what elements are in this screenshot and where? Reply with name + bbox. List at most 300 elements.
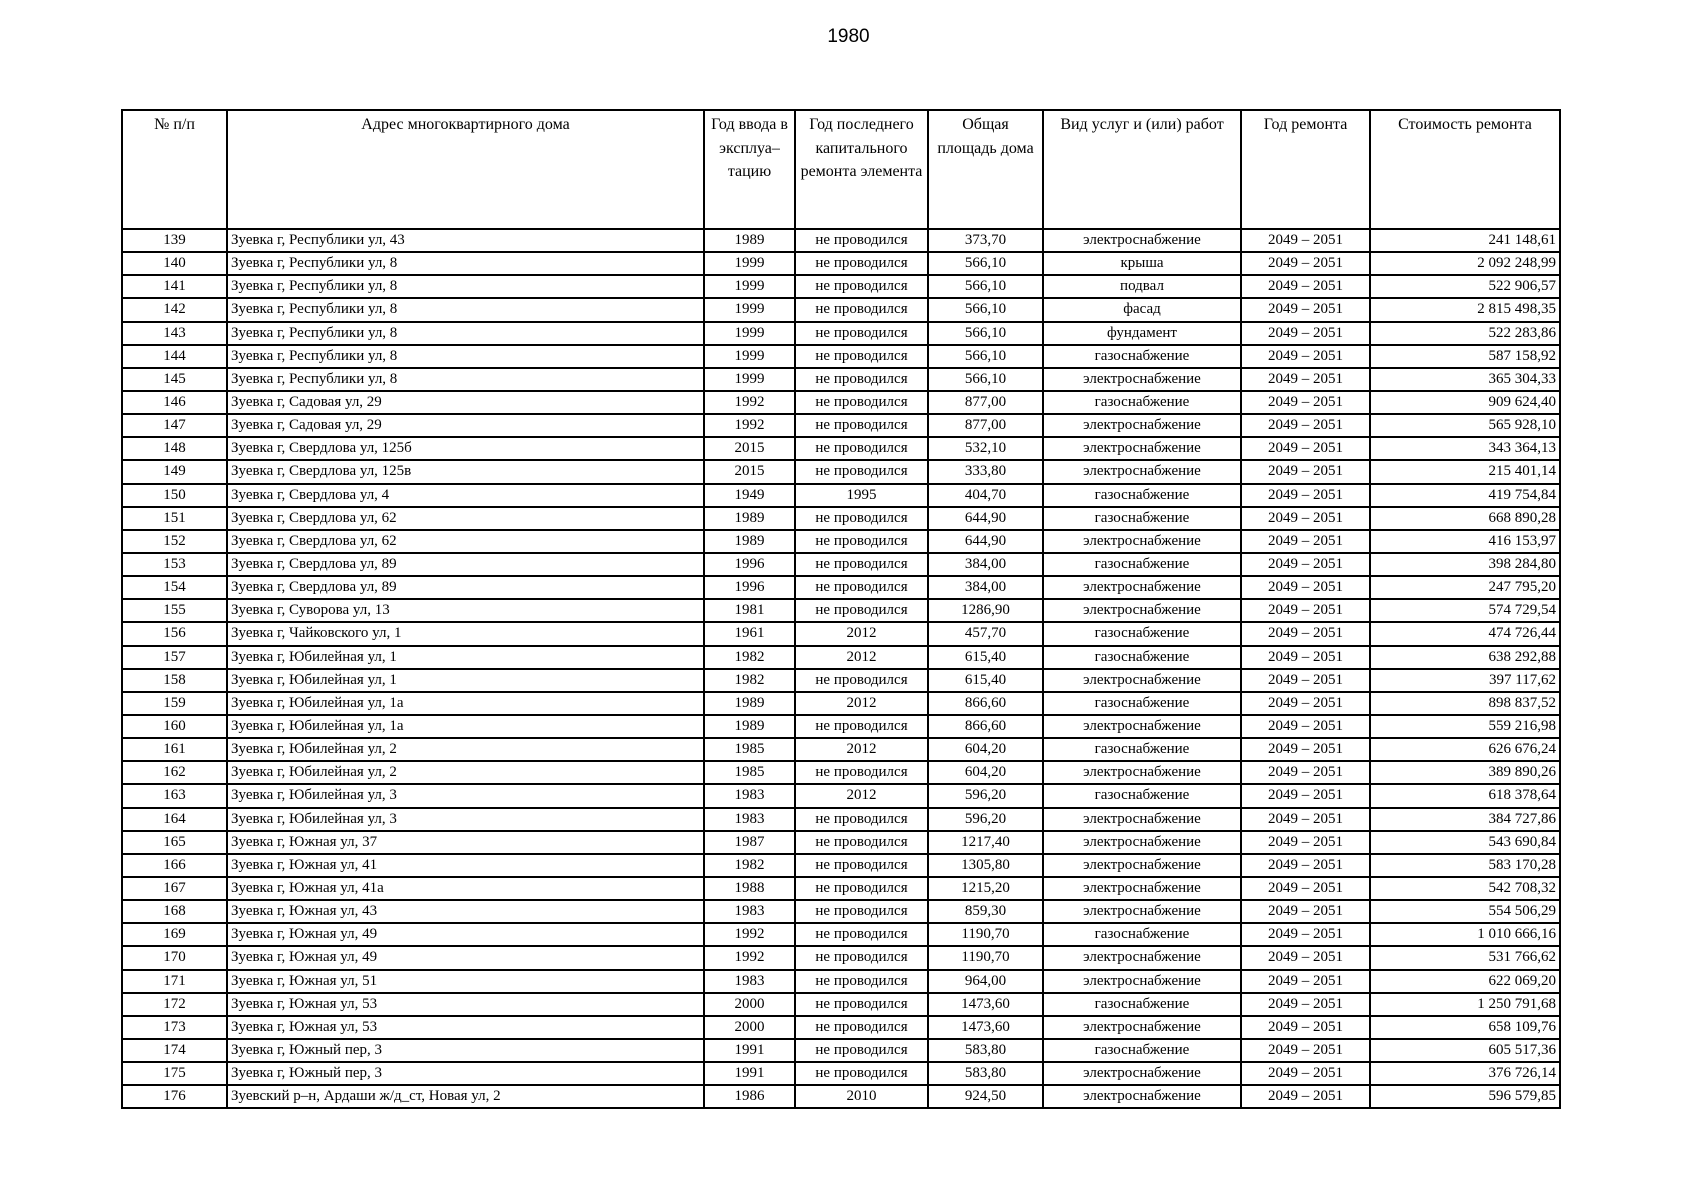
row-area-cell: 566,10 [928,345,1043,368]
row-address-cell: Зуевка г, Юбилейная ул, 3 [227,808,704,831]
row-year-built-cell: 1989 [704,229,795,252]
row-address-cell: Зуевка г, Юбилейная ул, 3 [227,784,704,807]
row-num-cell: 152 [122,530,227,553]
row-year-built-cell: 1961 [704,622,795,645]
row-last-repair-cell: не проводился [795,437,928,460]
row-last-repair-cell: не проводился [795,715,928,738]
row-num-cell: 164 [122,808,227,831]
row-service-cell: электроснабжение [1043,946,1241,969]
row-repair-year-cell: 2049 – 2051 [1241,946,1370,969]
row-area-cell: 566,10 [928,368,1043,391]
row-year-built-cell: 1991 [704,1062,795,1085]
table-row [122,923,1560,946]
row-cost-cell: 626 676,24 [1370,738,1560,761]
row-last-repair-cell: не проводился [795,1062,928,1085]
row-repair-year-cell: 2049 – 2051 [1241,368,1370,391]
row-repair-year-cell: 2049 – 2051 [1241,391,1370,414]
row-area-cell: 1190,70 [928,946,1043,969]
table-row [122,692,1560,715]
row-year-built-cell: 2015 [704,460,795,483]
row-service-cell: электроснабжение [1043,1062,1241,1085]
row-last-repair-cell: не проводился [795,923,928,946]
table-row [122,391,1560,414]
row-last-repair-cell: 2010 [795,1085,928,1108]
row-cost-cell: 554 506,29 [1370,900,1560,923]
row-year-built-cell: 1982 [704,854,795,877]
row-num-cell: 173 [122,1016,227,1039]
row-area-cell: 1190,70 [928,923,1043,946]
row-service-cell: газоснабжение [1043,345,1241,368]
row-service-cell: электроснабжение [1043,437,1241,460]
row-last-repair-cell: не проводился [795,599,928,622]
row-address-cell: Зуевка г, Юбилейная ул, 1а [227,715,704,738]
row-area-cell: 384,00 [928,553,1043,576]
row-repair-year-cell: 2049 – 2051 [1241,576,1370,599]
row-cost-cell: 531 766,62 [1370,946,1560,969]
row-address-cell: Зуевка г, Свердлова ул, 89 [227,576,704,599]
row-cost-cell: 559 216,98 [1370,715,1560,738]
table-row [122,646,1560,669]
row-cost-cell: 474 726,44 [1370,622,1560,645]
row-num-cell: 162 [122,761,227,784]
row-last-repair-cell: не проводился [795,368,928,391]
row-last-repair-cell: 2012 [795,784,928,807]
row-repair-year-cell: 2049 – 2051 [1241,646,1370,669]
table-row [122,530,1560,553]
row-address-cell: Зуевка г, Юбилейная ул, 2 [227,761,704,784]
table-row [122,946,1560,969]
row-area-cell: 583,80 [928,1039,1043,1062]
row-year-built-cell: 1982 [704,669,795,692]
row-cost-cell: 241 148,61 [1370,229,1560,252]
row-address-cell: Зуевка г, Южная ул, 51 [227,970,704,993]
row-service-cell: газоснабжение [1043,738,1241,761]
header-num: № п/п [122,110,227,229]
row-num-cell: 151 [122,507,227,530]
row-cost-cell: 605 517,36 [1370,1039,1560,1062]
row-num-cell: 158 [122,669,227,692]
row-num-cell: 165 [122,831,227,854]
row-repair-year-cell: 2049 – 2051 [1241,507,1370,530]
row-service-cell: газоснабжение [1043,692,1241,715]
table-row [122,900,1560,923]
row-year-built-cell: 1996 [704,553,795,576]
row-address-cell: Зуевка г, Юбилейная ул, 2 [227,738,704,761]
table-row [122,507,1560,530]
repair-registry-table [121,109,1561,1109]
row-cost-cell: 215 401,14 [1370,460,1560,483]
table-row [122,1016,1560,1039]
table-body [122,229,1560,1108]
row-cost-cell: 898 837,52 [1370,692,1560,715]
row-address-cell: Зуевка г, Суворова ул, 13 [227,599,704,622]
row-address-cell: Зуевка г, Юбилейная ул, 1 [227,646,704,669]
row-cost-cell: 389 890,26 [1370,761,1560,784]
row-area-cell: 1217,40 [928,831,1043,854]
row-service-cell: газоснабжение [1043,391,1241,414]
row-year-built-cell: 1985 [704,738,795,761]
row-address-cell: Зуевка г, Чайковского ул, 1 [227,622,704,645]
row-service-cell: электроснабжение [1043,854,1241,877]
row-repair-year-cell: 2049 – 2051 [1241,715,1370,738]
row-last-repair-cell: не проводился [795,414,928,437]
table-row [122,715,1560,738]
row-year-built-cell: 1989 [704,715,795,738]
row-address-cell: Зуевка г, Южная ул, 41а [227,877,704,900]
row-year-built-cell: 1992 [704,946,795,969]
row-num-cell: 145 [122,368,227,391]
row-num-cell: 144 [122,345,227,368]
row-year-built-cell: 1999 [704,322,795,345]
row-cost-cell: 398 284,80 [1370,553,1560,576]
row-address-cell: Зуевка г, Республики ул, 43 [227,229,704,252]
table-row [122,437,1560,460]
row-cost-cell: 583 170,28 [1370,854,1560,877]
table-row [122,252,1560,275]
row-year-built-cell: 1985 [704,761,795,784]
row-year-built-cell: 1989 [704,692,795,715]
row-repair-year-cell: 2049 – 2051 [1241,622,1370,645]
row-year-built-cell: 1989 [704,507,795,530]
row-num-cell: 142 [122,298,227,321]
table-row [122,484,1560,507]
table-row [122,831,1560,854]
row-service-cell: электроснабжение [1043,808,1241,831]
row-year-built-cell: 1999 [704,368,795,391]
row-year-built-cell: 1982 [704,646,795,669]
row-year-built-cell: 2015 [704,437,795,460]
row-area-cell: 1473,60 [928,993,1043,1016]
row-last-repair-cell: не проводился [795,391,928,414]
row-repair-year-cell: 2049 – 2051 [1241,229,1370,252]
row-address-cell: Зуевка г, Южная ул, 41 [227,854,704,877]
row-last-repair-cell: не проводился [795,854,928,877]
row-service-cell: газоснабжение [1043,993,1241,1016]
row-address-cell: Зуевка г, Южная ул, 43 [227,900,704,923]
row-cost-cell: 587 158,92 [1370,345,1560,368]
row-service-cell: электроснабжение [1043,414,1241,437]
row-repair-year-cell: 2049 – 2051 [1241,877,1370,900]
row-address-cell: Зуевка г, Южная ул, 53 [227,993,704,1016]
row-repair-year-cell: 2049 – 2051 [1241,530,1370,553]
row-address-cell: Зуевка г, Свердлова ул, 4 [227,484,704,507]
row-year-built-cell: 1999 [704,345,795,368]
row-cost-cell: 376 726,14 [1370,1062,1560,1085]
row-num-cell: 159 [122,692,227,715]
row-num-cell: 167 [122,877,227,900]
row-last-repair-cell: не проводился [795,761,928,784]
row-repair-year-cell: 2049 – 2051 [1241,738,1370,761]
row-year-built-cell: 1992 [704,391,795,414]
row-cost-cell: 1 250 791,68 [1370,993,1560,1016]
row-cost-cell: 384 727,86 [1370,808,1560,831]
row-cost-cell: 618 378,64 [1370,784,1560,807]
row-num-cell: 171 [122,970,227,993]
row-cost-cell: 909 624,40 [1370,391,1560,414]
row-area-cell: 964,00 [928,970,1043,993]
row-address-cell: Зуевка г, Южный пер, 3 [227,1062,704,1085]
row-area-cell: 615,40 [928,669,1043,692]
row-service-cell: газоснабжение [1043,923,1241,946]
table-row [122,808,1560,831]
row-cost-cell: 542 708,32 [1370,877,1560,900]
row-num-cell: 176 [122,1085,227,1108]
row-year-built-cell: 1983 [704,970,795,993]
row-year-built-cell: 1987 [704,831,795,854]
row-cost-cell: 622 069,20 [1370,970,1560,993]
row-year-built-cell: 1999 [704,298,795,321]
table-row [122,368,1560,391]
row-last-repair-cell: не проводился [795,576,928,599]
row-num-cell: 175 [122,1062,227,1085]
row-last-repair-cell: не проводился [795,900,928,923]
table-row [122,784,1560,807]
table-row [122,622,1560,645]
row-area-cell: 566,10 [928,252,1043,275]
row-repair-year-cell: 2049 – 2051 [1241,923,1370,946]
row-num-cell: 174 [122,1039,227,1062]
row-area-cell: 924,50 [928,1085,1043,1108]
row-cost-cell: 397 117,62 [1370,669,1560,692]
row-num-cell: 169 [122,923,227,946]
row-year-built-cell: 2000 [704,993,795,1016]
row-repair-year-cell: 2049 – 2051 [1241,970,1370,993]
row-area-cell: 644,90 [928,507,1043,530]
row-repair-year-cell: 2049 – 2051 [1241,414,1370,437]
row-repair-year-cell: 2049 – 2051 [1241,692,1370,715]
table-row [122,460,1560,483]
row-last-repair-cell: не проводился [795,229,928,252]
header-year-built: Год ввода в эксплуа–тацию [704,110,795,229]
row-service-cell: электроснабжение [1043,831,1241,854]
row-address-cell: Зуевка г, Южная ул, 37 [227,831,704,854]
row-service-cell: электроснабжение [1043,715,1241,738]
row-area-cell: 457,70 [928,622,1043,645]
row-cost-cell: 2 092 248,99 [1370,252,1560,275]
row-year-built-cell: 1983 [704,808,795,831]
table-row [122,599,1560,622]
row-service-cell: электроснабжение [1043,576,1241,599]
row-address-cell: Зуевка г, Садовая ул, 29 [227,391,704,414]
row-num-cell: 166 [122,854,227,877]
row-year-built-cell: 1992 [704,414,795,437]
row-last-repair-cell: не проводился [795,298,928,321]
row-cost-cell: 522 283,86 [1370,322,1560,345]
row-repair-year-cell: 2049 – 2051 [1241,900,1370,923]
row-address-cell: Зуевка г, Республики ул, 8 [227,275,704,298]
row-repair-year-cell: 2049 – 2051 [1241,854,1370,877]
row-num-cell: 139 [122,229,227,252]
row-address-cell: Зуевка г, Республики ул, 8 [227,368,704,391]
row-service-cell: газоснабжение [1043,507,1241,530]
row-last-repair-cell: не проводился [795,831,928,854]
row-last-repair-cell: 1995 [795,484,928,507]
row-last-repair-cell: не проводился [795,808,928,831]
table-row [122,576,1560,599]
row-num-cell: 157 [122,646,227,669]
row-address-cell: Зуевка г, Республики ул, 8 [227,298,704,321]
row-repair-year-cell: 2049 – 2051 [1241,298,1370,321]
row-last-repair-cell: не проводился [795,669,928,692]
table-row [122,275,1560,298]
row-repair-year-cell: 2049 – 2051 [1241,831,1370,854]
table-header-row [122,110,1560,229]
row-repair-year-cell: 2049 – 2051 [1241,993,1370,1016]
row-area-cell: 333,80 [928,460,1043,483]
row-address-cell: Зуевка г, Свердлова ул, 62 [227,507,704,530]
row-last-repair-cell: не проводился [795,553,928,576]
row-area-cell: 1286,90 [928,599,1043,622]
row-address-cell: Зуевка г, Свердлова ул, 125в [227,460,704,483]
row-repair-year-cell: 2049 – 2051 [1241,784,1370,807]
row-repair-year-cell: 2049 – 2051 [1241,275,1370,298]
table-row [122,993,1560,1016]
row-last-repair-cell: не проводился [795,1039,928,1062]
row-service-cell: газоснабжение [1043,784,1241,807]
row-repair-year-cell: 2049 – 2051 [1241,1039,1370,1062]
row-repair-year-cell: 2049 – 2051 [1241,252,1370,275]
row-num-cell: 149 [122,460,227,483]
row-area-cell: 877,00 [928,391,1043,414]
row-num-cell: 141 [122,275,227,298]
row-last-repair-cell: не проводился [795,946,928,969]
row-address-cell: Зуевка г, Республики ул, 8 [227,252,704,275]
row-num-cell: 150 [122,484,227,507]
table-row [122,1039,1560,1062]
row-service-cell: подвал [1043,275,1241,298]
row-area-cell: 566,10 [928,275,1043,298]
row-service-cell: электроснабжение [1043,530,1241,553]
row-repair-year-cell: 2049 – 2051 [1241,808,1370,831]
row-year-built-cell: 2000 [704,1016,795,1039]
row-year-built-cell: 1949 [704,484,795,507]
row-num-cell: 160 [122,715,227,738]
row-service-cell: электроснабжение [1043,368,1241,391]
table-row [122,761,1560,784]
row-area-cell: 604,20 [928,738,1043,761]
row-cost-cell: 596 579,85 [1370,1085,1560,1108]
row-last-repair-cell: не проводился [795,877,928,900]
row-year-built-cell: 1986 [704,1085,795,1108]
row-area-cell: 1305,80 [928,854,1043,877]
row-area-cell: 384,00 [928,576,1043,599]
row-address-cell: Зуевка г, Южная ул, 53 [227,1016,704,1039]
row-last-repair-cell: не проводился [795,970,928,993]
row-last-repair-cell: не проводился [795,530,928,553]
row-year-built-cell: 1996 [704,576,795,599]
row-area-cell: 404,70 [928,484,1043,507]
row-service-cell: газоснабжение [1043,1039,1241,1062]
row-repair-year-cell: 2049 – 2051 [1241,437,1370,460]
row-repair-year-cell: 2049 – 2051 [1241,322,1370,345]
row-service-cell: газоснабжение [1043,553,1241,576]
row-num-cell: 148 [122,437,227,460]
row-cost-cell: 416 153,97 [1370,530,1560,553]
table-row [122,854,1560,877]
row-cost-cell: 419 754,84 [1370,484,1560,507]
table-row [122,229,1560,252]
row-area-cell: 604,20 [928,761,1043,784]
table-row [122,1062,1560,1085]
row-area-cell: 859,30 [928,900,1043,923]
row-num-cell: 172 [122,993,227,1016]
row-last-repair-cell: не проводился [795,275,928,298]
row-year-built-cell: 1992 [704,923,795,946]
table-row [122,298,1560,321]
row-service-cell: газоснабжение [1043,484,1241,507]
row-service-cell: фундамент [1043,322,1241,345]
row-last-repair-cell: не проводился [795,507,928,530]
row-address-cell: Зуевка г, Юбилейная ул, 1 [227,669,704,692]
table-row [122,669,1560,692]
row-cost-cell: 2 815 498,35 [1370,298,1560,321]
row-service-cell: электроснабжение [1043,761,1241,784]
header-address: Адрес многоквартирного дома [227,110,704,229]
row-repair-year-cell: 2049 – 2051 [1241,761,1370,784]
row-year-built-cell: 1991 [704,1039,795,1062]
row-repair-year-cell: 2049 – 2051 [1241,669,1370,692]
row-repair-year-cell: 2049 – 2051 [1241,599,1370,622]
row-service-cell: электроснабжение [1043,460,1241,483]
header-repair-year: Год ремонта [1241,110,1370,229]
row-cost-cell: 574 729,54 [1370,599,1560,622]
row-num-cell: 147 [122,414,227,437]
header-area: Общая площадь дома [928,110,1043,229]
row-service-cell: электроснабжение [1043,669,1241,692]
row-repair-year-cell: 2049 – 2051 [1241,1062,1370,1085]
row-service-cell: газоснабжение [1043,622,1241,645]
row-service-cell: крыша [1043,252,1241,275]
row-repair-year-cell: 2049 – 2051 [1241,1085,1370,1108]
row-service-cell: фасад [1043,298,1241,321]
row-last-repair-cell: не проводился [795,345,928,368]
row-num-cell: 154 [122,576,227,599]
row-service-cell: газоснабжение [1043,646,1241,669]
table-row [122,1085,1560,1108]
row-num-cell: 153 [122,553,227,576]
row-num-cell: 155 [122,599,227,622]
row-year-built-cell: 1988 [704,877,795,900]
row-num-cell: 163 [122,784,227,807]
row-area-cell: 583,80 [928,1062,1043,1085]
row-repair-year-cell: 2049 – 2051 [1241,1016,1370,1039]
row-service-cell: электроснабжение [1043,229,1241,252]
table-row [122,345,1560,368]
row-year-built-cell: 1983 [704,784,795,807]
row-address-cell: Зуевский р–н, Ардаши ж/д_ст, Новая ул, 2 [227,1085,704,1108]
row-last-repair-cell: 2012 [795,738,928,761]
row-service-cell: электроснабжение [1043,1085,1241,1108]
row-cost-cell: 343 364,13 [1370,437,1560,460]
table-row [122,738,1560,761]
row-last-repair-cell: не проводился [795,993,928,1016]
row-area-cell: 566,10 [928,322,1043,345]
row-address-cell: Зуевка г, Свердлова ул, 89 [227,553,704,576]
row-year-built-cell: 1999 [704,252,795,275]
row-num-cell: 156 [122,622,227,645]
row-last-repair-cell: 2012 [795,622,928,645]
row-area-cell: 866,60 [928,692,1043,715]
row-repair-year-cell: 2049 – 2051 [1241,460,1370,483]
table-row [122,553,1560,576]
header-service: Вид услуг и (или) работ [1043,110,1241,229]
row-cost-cell: 638 292,88 [1370,646,1560,669]
table-row [122,877,1560,900]
header-last-repair: Год последнего капитального ремонта элемента [795,110,928,229]
row-last-repair-cell: не проводился [795,460,928,483]
row-area-cell: 1215,20 [928,877,1043,900]
row-address-cell: Зуевка г, Южная ул, 49 [227,946,704,969]
